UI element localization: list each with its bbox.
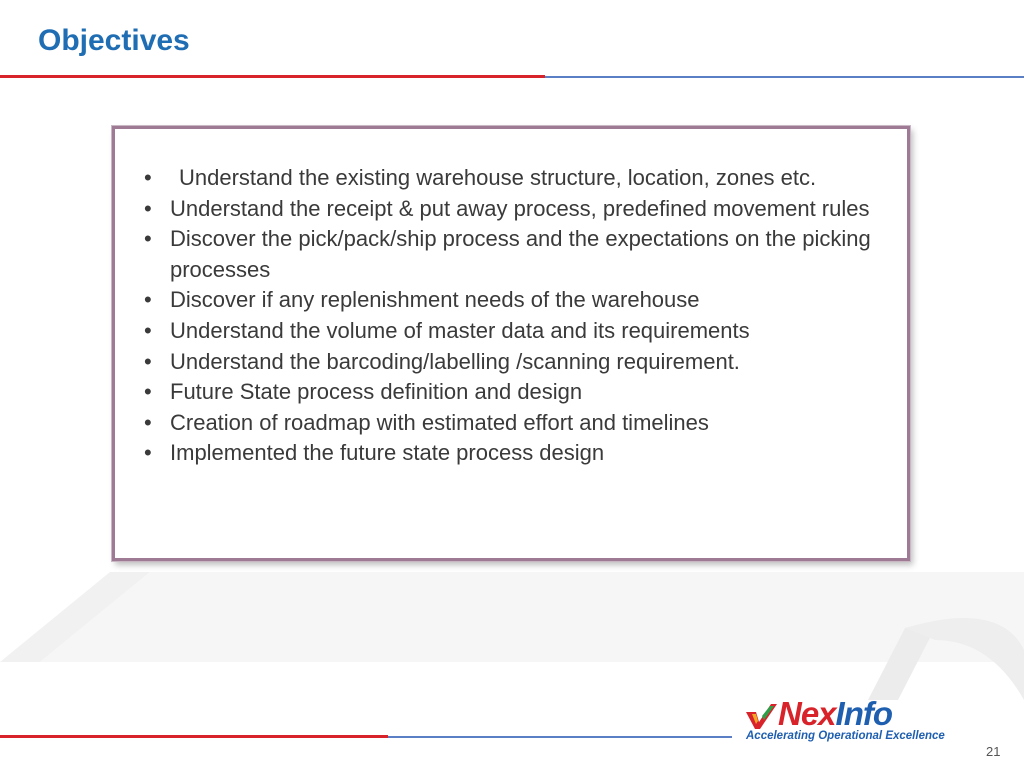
- footer-divider-red: [0, 735, 388, 738]
- objective-item: [144, 347, 889, 378]
- objective-text: Future State process definition and design: [170, 379, 583, 405]
- objective-item: [144, 377, 889, 408]
- objective-item: [144, 194, 889, 225]
- objective-text: Understand the existing warehouse structure, location, zones etc.: [179, 165, 817, 190]
- bullet-icon: •: [144, 440, 152, 466]
- bullet-icon: •: [144, 226, 152, 252]
- logo-wordmark-nex: Nex: [778, 695, 836, 732]
- objective-text: Understand the barcoding/labelling /scanning requirement.: [170, 348, 740, 374]
- objective-item: [144, 163, 889, 194]
- bullet-icon: •: [144, 287, 152, 313]
- bullet-icon: •: [144, 348, 152, 374]
- logo-tagline: Accelerating Operational Excellence: [746, 730, 945, 742]
- page-number: 21: [986, 744, 1001, 759]
- objective-item: [144, 408, 889, 439]
- bullet-icon: •: [144, 195, 152, 221]
- bullet-icon: •: [144, 165, 152, 190]
- header-divider-red: [0, 75, 545, 78]
- objective-text: Understand the receipt & put away process, predefined movement rules: [170, 195, 870, 221]
- objective-text: Understand the volume of master data and its requirements: [170, 317, 750, 343]
- objectives-list: [144, 163, 889, 469]
- bullet-icon: •: [144, 409, 152, 435]
- objective-item: [144, 316, 889, 347]
- objective-text: Discover the pick/pack/ship process and the expectations on the picking processes: [170, 226, 871, 282]
- objective-text: Discover if any replenishment needs of the warehouse: [170, 287, 700, 313]
- nexinfo-logo: [744, 695, 945, 746]
- objective-text: Creation of roadmap with estimated effort and timelines: [170, 409, 709, 435]
- nexinfo-checkmark-icon: [744, 702, 778, 730]
- footer-divider-blue: [388, 736, 732, 738]
- bullet-icon: •: [144, 317, 152, 343]
- objective-text: Implemented the future state process design: [170, 440, 605, 466]
- objective-item: [144, 224, 889, 285]
- logo-wordmark-info: Info: [835, 695, 893, 732]
- objective-item: [144, 438, 889, 469]
- bullet-icon: •: [144, 379, 152, 405]
- header-divider-blue: [545, 76, 1024, 78]
- page-title: Objectives: [38, 24, 190, 57]
- objective-item: [144, 285, 889, 316]
- objectives-box: [112, 126, 910, 561]
- logo-wordmark: [778, 696, 892, 732]
